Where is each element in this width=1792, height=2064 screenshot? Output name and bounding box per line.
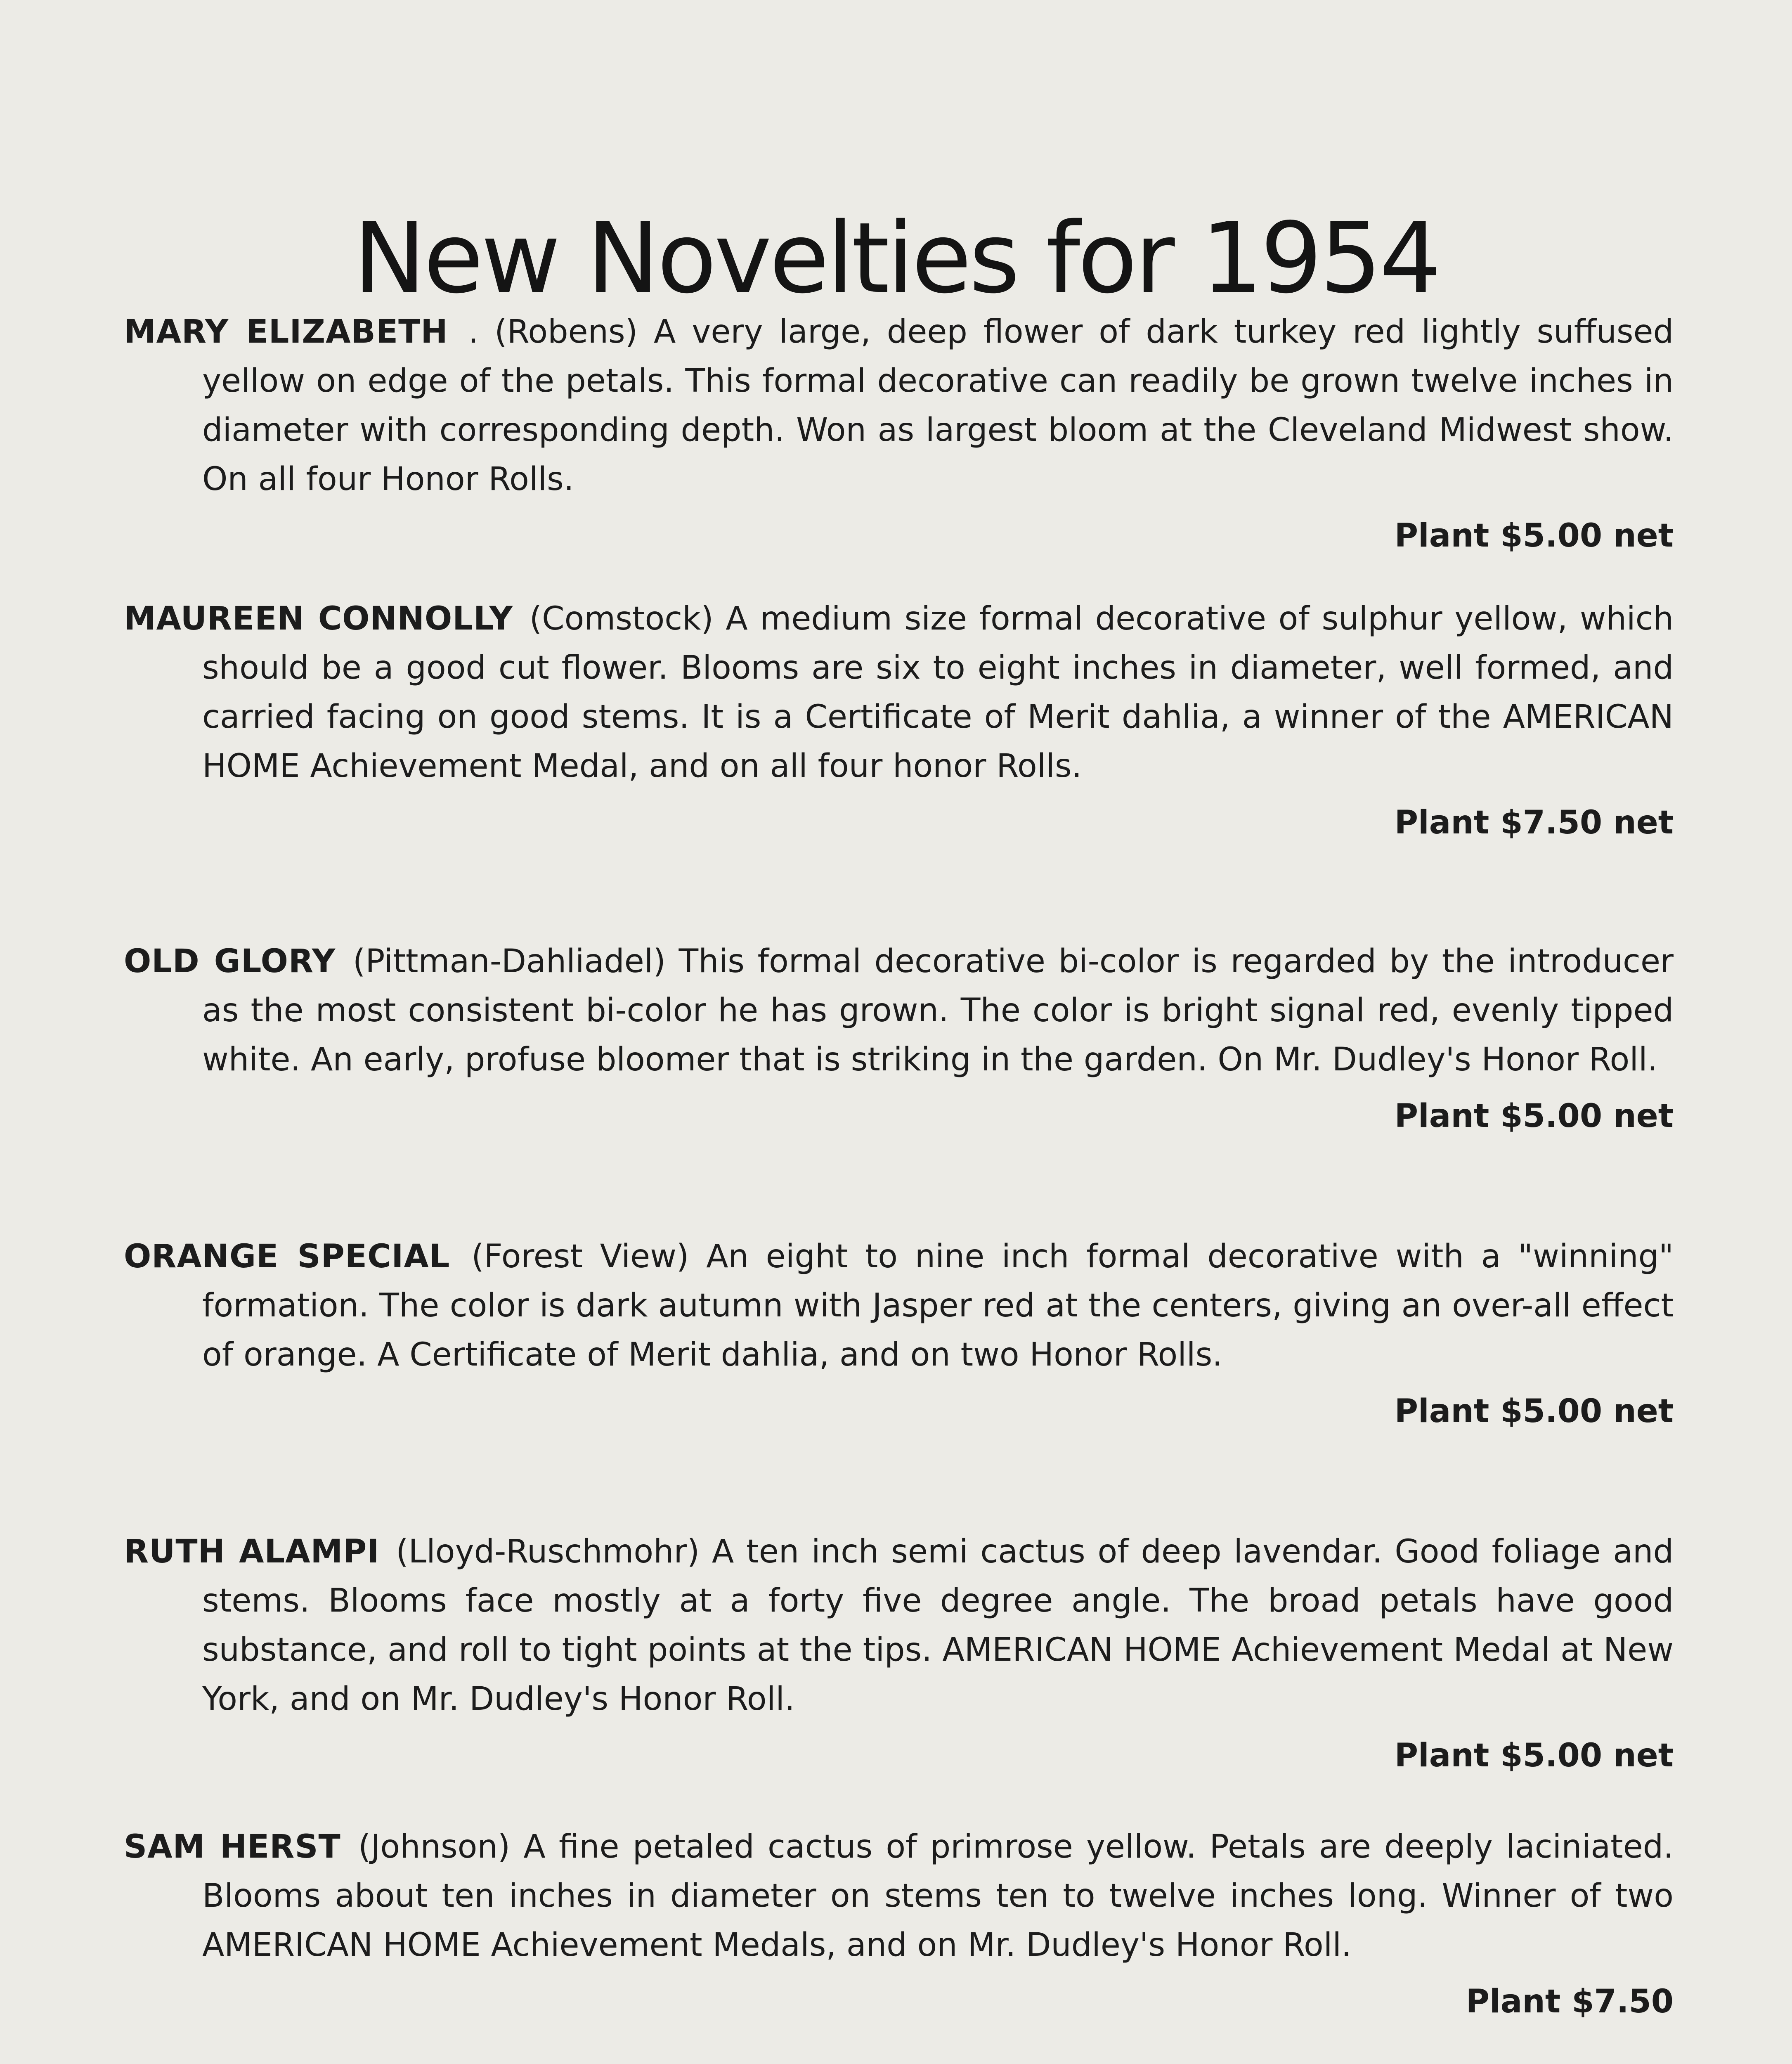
variety-origin: (Johnson): [358, 1828, 511, 1865]
entry-text: [124, 1527, 1674, 1724]
variety-price: Plant $7.50: [1466, 1983, 1674, 2020]
page-title: New Novelties for 1954: [353, 201, 1439, 315]
variety-description: A very large, deep flower of dark turkey red lightly suffused yellow on edge of the petals. This formal decorative can readily be grown twelve inches in diameter with corresponding depth. Won as largest bloom at the Cleveland Midwest show. On all four Honor Rolls.: [202, 313, 1674, 498]
variety-description: An eight to nine inch formal decorative with a "winning" formation. The color is dark autumn with Jasper red at the centers, giving an over-all effect of orange. A Certificate of Merit dahlia, and on two Honor Rolls.: [202, 1238, 1674, 1373]
entry-text: [124, 1232, 1674, 1380]
variety-description: This formal decorative bi-color is regarded by the introducer as the most consistent bi-color he has grown. The color is bright signal red, evenly tipped white. An early, profuse bloomer that is striking in the garden. On Mr. Dudley's Honor Roll.: [202, 943, 1674, 1078]
entry-text: [124, 1823, 1674, 1970]
variety-price: Plant $5.00 net: [1394, 1737, 1674, 1774]
variety-price: Plant $5.00 net: [1394, 1098, 1674, 1135]
entry-orange-special: [124, 1232, 1674, 1436]
variety-price: Plant $7.50 net: [1394, 804, 1674, 841]
entry-sam-herst: [124, 1823, 1674, 2026]
entry-old-glory: [124, 937, 1674, 1141]
variety-description: A ten inch semi cactus of deep lavendar. Good foliage and stems. Blooms face mostly at a forty five degree angle. The broad petals have good substance, and roll to tight points at the tips. AMERICAN HOME Achievement Medal at New York, and on Mr. Dudley's Honor Roll.: [202, 1533, 1674, 1718]
entry-maureen-connolly: [124, 594, 1674, 847]
variety-origin: . (Robens): [468, 313, 638, 350]
entry-text: [124, 308, 1674, 504]
variety-name: SAM HERST: [124, 1828, 341, 1865]
entry-text: [124, 937, 1674, 1084]
variety-origin: (Pittman-Dahliadel): [352, 943, 666, 980]
variety-name: MARY ELIZABETH: [124, 313, 448, 350]
variety-name: MAUREEN CONNOLLY: [124, 600, 513, 637]
variety-description: A fine petaled cactus of primrose yellow. Petals are deeply laciniated. Blooms about ten inches in diameter on stems ten to twelve inches long. Winner of two AMERICAN HOME Achievement Medals, and on Mr. Dudley's Honor Roll.: [202, 1828, 1674, 1964]
entry-mary-elizabeth: [124, 308, 1674, 561]
variety-description: A medium size formal decorative of sulphur yellow, which should be a good cut flower. Blooms are six to eight inches in diameter, well formed, and carried facing on good stems. It is a Certificate of Merit dahlia, a winner of the AMERICAN HOME Achievement Medal, and on all four honor Rolls.: [202, 600, 1674, 785]
variety-name: OLD GLORY: [124, 943, 336, 980]
variety-name: RUTH ALAMPI: [124, 1533, 380, 1570]
variety-name: ORANGE SPECIAL: [124, 1238, 450, 1275]
variety-price: Plant $5.00 net: [1394, 1393, 1674, 1430]
variety-origin: (Forest View): [471, 1238, 689, 1275]
variety-origin: (Comstock): [529, 600, 714, 637]
variety-price: Plant $5.00 net: [1394, 517, 1674, 554]
entry-text: [124, 594, 1674, 791]
entry-ruth-alampi: [124, 1527, 1674, 1780]
variety-origin: (Lloyd-Ruschmohr): [396, 1533, 700, 1570]
